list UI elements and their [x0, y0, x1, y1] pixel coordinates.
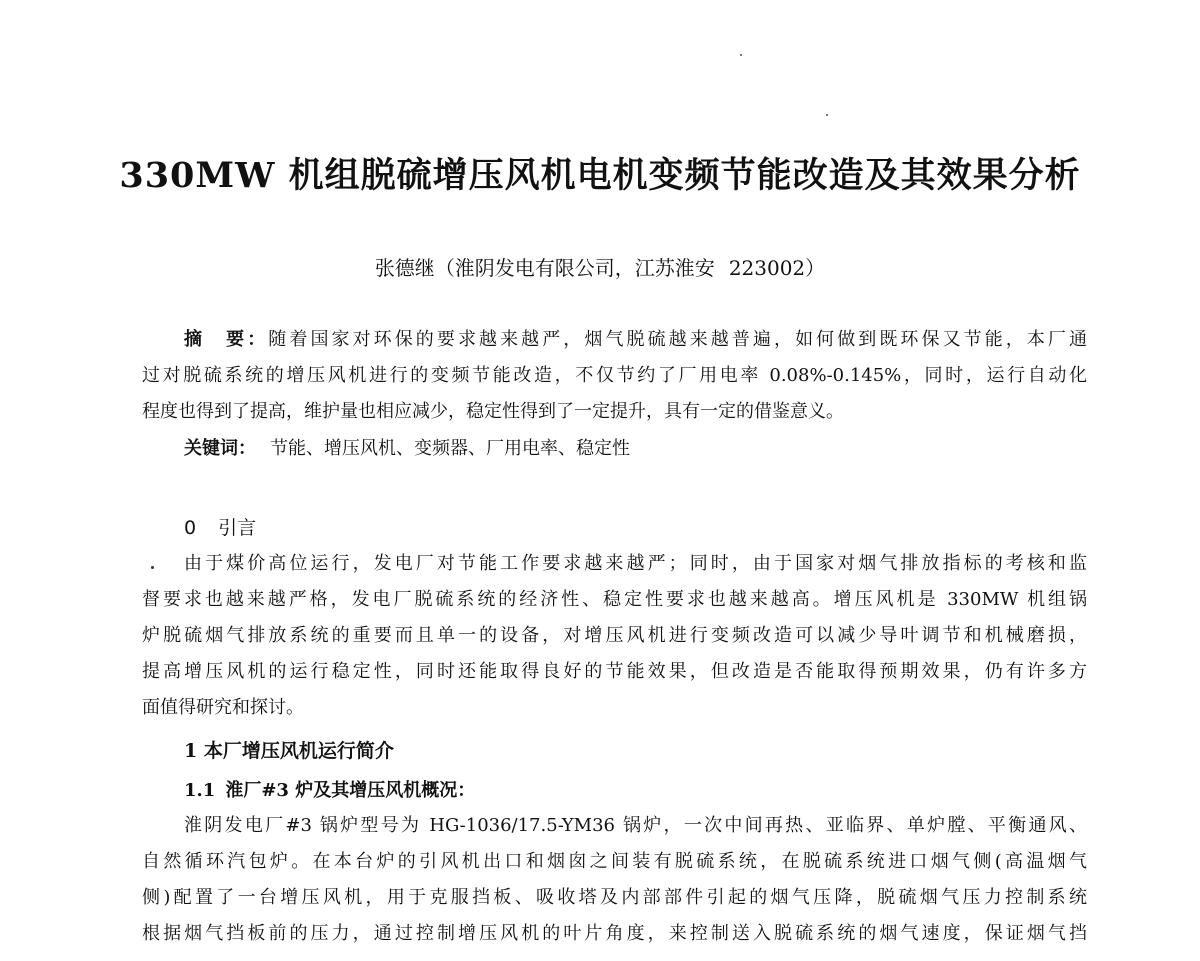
section-title: 淮厂#3 炉及其增压风机概况：: [225, 780, 476, 801]
paragraph-line: 督要求也越来越严格，发电厂脱硫系统的经济性、稳定性要求也越来越高。增压风机是 330MW 机组锅: [142, 589, 1087, 610]
abstract-line: 程度也得到了提高，维护量也相应减少，稳定性得到了一定提升，具有一定的借鉴意义。: [142, 401, 844, 422]
section-heading-1: 1 本厂增压风机运行简介: [184, 740, 394, 762]
keywords-label: 关键词：: [184, 438, 256, 459]
section-number: 1.1: [184, 780, 216, 801]
paragraph-line: 侧)配置了一台增压风机，用于克服挡板、吸收塔及内部部件引起的烟气压降，脱硫烟气压力控制系统: [142, 887, 1087, 908]
paragraph-line: 根据烟气挡板前的压力，通过控制增压风机的叶片角度，来控制送入脱硫系统的烟气速度，保证烟气挡: [142, 923, 1087, 944]
author-line: [0, 252, 1200, 281]
paper-title: 330MW 机组脱硫增压风机电机变频节能改造及其效果分析: [119, 155, 1081, 196]
keywords: [184, 434, 630, 460]
section-title: 引言: [218, 517, 257, 539]
author-name: 张德继: [374, 256, 435, 280]
abstract-line: [142, 322, 1087, 358]
paragraph-line: 面值得研究和探讨。: [142, 697, 304, 718]
author-affiliation: （淮阴发电有限公司，江苏淮安: [434, 256, 715, 280]
section-number: 0: [184, 517, 197, 539]
scan-speck: [740, 54, 742, 56]
paragraph-line: 自然循环汽包炉。在本台炉的引风机出口和烟囱之间装有脱硫系统，在脱硫系统进口烟气侧(高温烟气: [142, 851, 1087, 872]
abstract-text: 随着国家对环保的要求越来越严，烟气脱硫越来越普遍，如何做到既环保又节能，本厂通: [268, 329, 1088, 350]
paragraph-line: 炉脱硫烟气排放系统的重要而且单一的设备，对增压风机进行变频改造可以减少导叶调节和机械磨损，: [142, 625, 1087, 646]
abstract: [142, 322, 1087, 430]
author-postcode: 223002）: [728, 256, 826, 280]
paragraph-line: 提高增压风机的运行稳定性，同时还能取得良好的节能效果，但改造是否能取得预期效果，仍有许多方: [142, 661, 1087, 682]
keywords-text: 节能、增压风机、变频器、厂用电率、稳定性: [270, 438, 630, 459]
paragraph-line: 淮阴发电厂#3 锅炉型号为 HG-1036/17.5-YM36 锅炉，一次中间再热、亚临界、单炉膛、平衡通风、: [184, 815, 1087, 836]
section-1-1-paragraph: [142, 808, 1087, 952]
intro-paragraph: [142, 546, 1087, 726]
section-heading-intro: [184, 513, 256, 540]
abstract-line: 过对脱硫系统的增压风机进行的变频节能改造，不仅节约了厂用电率 0.08%-0.145%，同时，运行自动化: [142, 365, 1087, 386]
scan-speck: [826, 114, 828, 116]
paragraph-line: 由于煤价高位运行，发电厂对节能工作要求越来越严；同时，由于国家对烟气排放指标的考核和监: [184, 553, 1087, 574]
abstract-label: 摘 要：: [184, 329, 269, 350]
section-heading-1-1: [184, 776, 475, 802]
